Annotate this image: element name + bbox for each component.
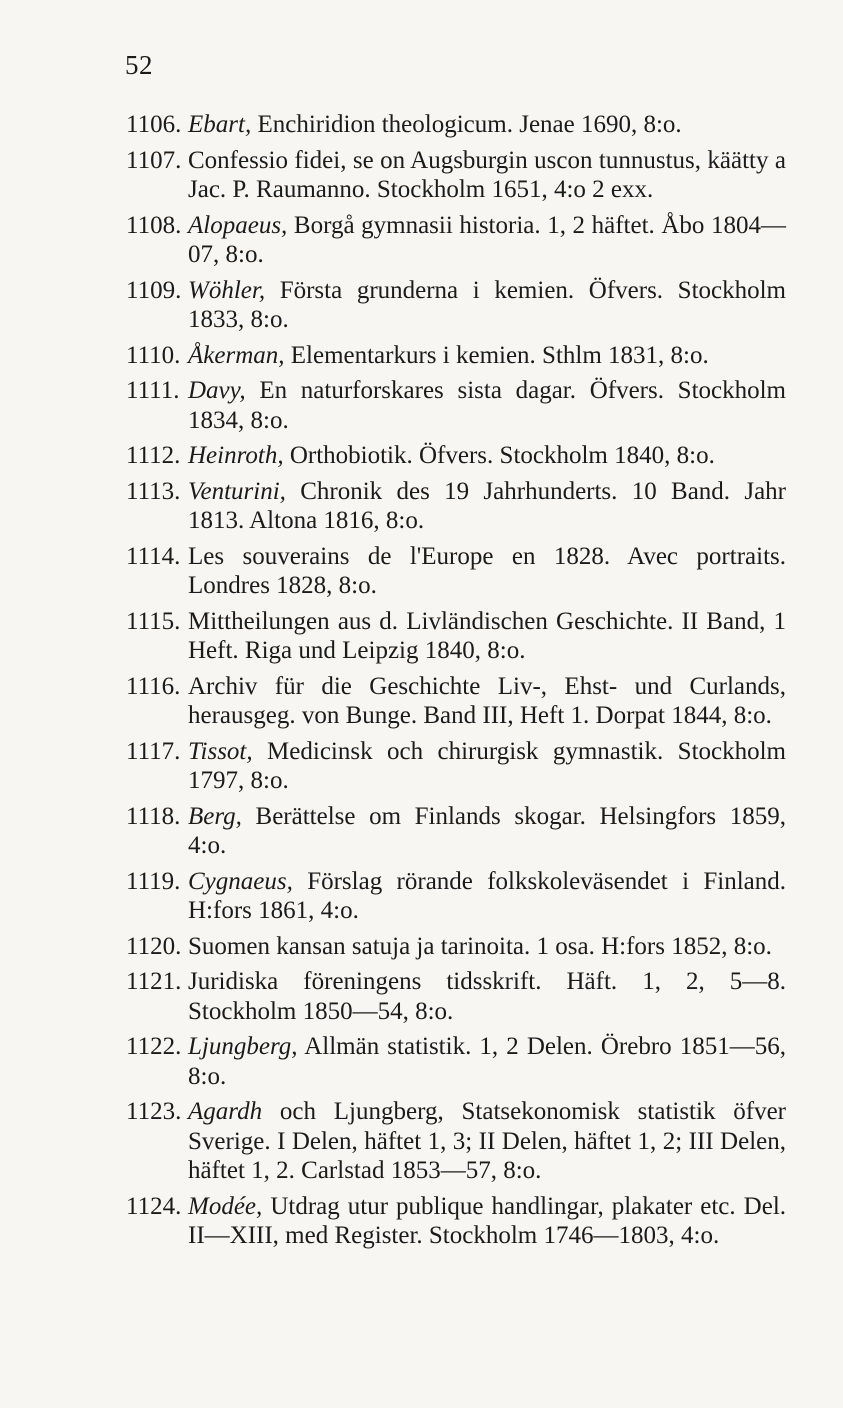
entry-author: Åkerman, — [188, 341, 285, 369]
entry-text: Förslag rörande folkskoleväsendet i Finland. H:fors 1861, 4:o. — [188, 867, 787, 924]
entry-text: Första grunderna i kemien. Öfvers. Stockholm 1833, 8:o. — [188, 276, 787, 333]
entry-author: Cygnaeus, — [188, 867, 293, 895]
list-item — [126, 967, 786, 1026]
entry-author: Berg, — [188, 802, 242, 830]
entry-number: 1106. — [126, 111, 182, 138]
bibliography-list — [126, 110, 786, 1257]
entry-author: Tissot, — [188, 737, 253, 765]
entry-text: Juridiska föreningens tidsskrift. Häft. 1, 2, 5—8. Stockholm 1850—54, 8:o. — [188, 968, 786, 1025]
list-item — [126, 672, 786, 731]
entry-text: Utdrag utur publique handlingar, plakater etc. Del. II—XIII, med Register. Stockholm 1746—1803, 4:o. — [188, 1192, 787, 1249]
entry-number: 1121. — [126, 968, 182, 995]
list-item — [126, 376, 786, 435]
entry-author: Venturini, — [188, 477, 286, 505]
entry-text: och Ljungberg, Statsekonomisk statistik öfver Sverige. I Delen, häftet 1, 3; II Delen, häftet 1, 2; III Delen, häftet 1, 2. Carlstad 1853—57, 8:o. — [188, 1098, 787, 1184]
entry-text: Elementarkurs i kemien. Sthlm 1831, 8:o. — [290, 341, 709, 369]
entry-number: 1114. — [126, 542, 181, 570]
entry-author: Davy, — [188, 377, 246, 404]
list-item — [126, 477, 786, 536]
entry-author: Alopaeus, — [188, 211, 288, 239]
entry-author: Ebart, — [188, 111, 252, 138]
entry-text: Mittheilungen aus d. Livländischen Geschichte. II Band, 1 Heft. Riga und Leipzig 1840, 8:o. — [188, 607, 786, 664]
list-item — [126, 341, 786, 371]
entry-number: 1110. — [126, 341, 181, 369]
list-item — [126, 542, 786, 601]
entry-number: 1112. — [126, 442, 181, 469]
entry-text: Chronik des 19 Jahrhunderts. 10 Band. Jahr 1813. Altona 1816, 8:o. — [188, 477, 786, 534]
entry-number: 1113. — [126, 477, 181, 505]
page-number: 52 — [125, 50, 153, 80]
list-item — [126, 211, 786, 270]
list-item — [126, 932, 786, 962]
entry-text: Archiv für die Geschichte Liv-, Ehst- und Curlands, herausgeg. von Bunge. Band III, Heft 1. Dorpat 1844, 8:o. — [188, 672, 786, 729]
list-item — [126, 110, 786, 140]
entry-number: 1123. — [126, 1098, 182, 1125]
entry-number: 1116. — [126, 672, 181, 700]
entry-number: 1118. — [126, 802, 181, 830]
entry-text: En naturforskares sista dagar. Öfvers. Stockholm 1834, 8:o. — [188, 377, 787, 434]
entry-text: Borgå gymnasii historia. 1, 2 häftet. Åbo 1804—07, 8:o. — [188, 211, 787, 268]
entry-author: Agardh — [188, 1098, 263, 1125]
list-item — [126, 802, 786, 861]
list-item — [126, 1192, 786, 1251]
entry-number: 1117. — [126, 737, 181, 765]
list-item — [126, 276, 786, 335]
entry-number: 1115. — [126, 607, 181, 635]
entry-text: Medicinsk och chirurgisk gymnastik. Stockholm 1797, 8:o. — [188, 737, 787, 794]
entry-text: Allmän statistik. 1, 2 Delen. Örebro 1851—56, 8:o. — [188, 1033, 787, 1090]
entry-number: 1107. — [126, 146, 182, 174]
list-item — [126, 1097, 786, 1186]
list-item — [126, 607, 786, 666]
entry-author: Ljungberg, — [188, 1033, 298, 1060]
list-item — [126, 867, 786, 926]
entry-text: Confessio fidei, se on Augsburgin uscon tunnustus, käätty a Jac. P. Raumanno. Stockholm 1651, 4:o 2 exx. — [188, 146, 786, 203]
list-item — [126, 441, 786, 471]
entry-text: Enchiridion theologicum. Jenae 1690, 8:o. — [257, 111, 682, 138]
entry-number: 1108. — [126, 211, 182, 239]
entry-number: 1122. — [126, 1033, 182, 1060]
entry-number: 1109. — [126, 276, 182, 304]
list-item — [126, 146, 786, 205]
entry-author: Heinroth, — [188, 442, 284, 469]
entry-number: 1111. — [126, 377, 180, 404]
entry-number: 1120. — [126, 932, 182, 960]
entry-author: Modée, — [188, 1192, 263, 1220]
entry-text: Orthobiotik. Öfvers. Stockholm 1840, 8:o. — [289, 442, 715, 469]
entry-author: Wöhler, — [188, 276, 266, 304]
entry-number: 1119. — [126, 867, 181, 895]
entry-text: Berättelse om Finlands skogar. Helsingfors 1859, 4:o. — [188, 802, 786, 859]
entry-number: 1124. — [126, 1192, 182, 1220]
list-item — [126, 1032, 786, 1091]
list-item — [126, 737, 786, 796]
entry-text: Les souverains de l'Europe en 1828. Avec portraits. Londres 1828, 8:o. — [188, 542, 786, 599]
entry-text: Suomen kansan satuja ja tarinoita. 1 osa. H:fors 1852, 8:o. — [188, 932, 772, 960]
